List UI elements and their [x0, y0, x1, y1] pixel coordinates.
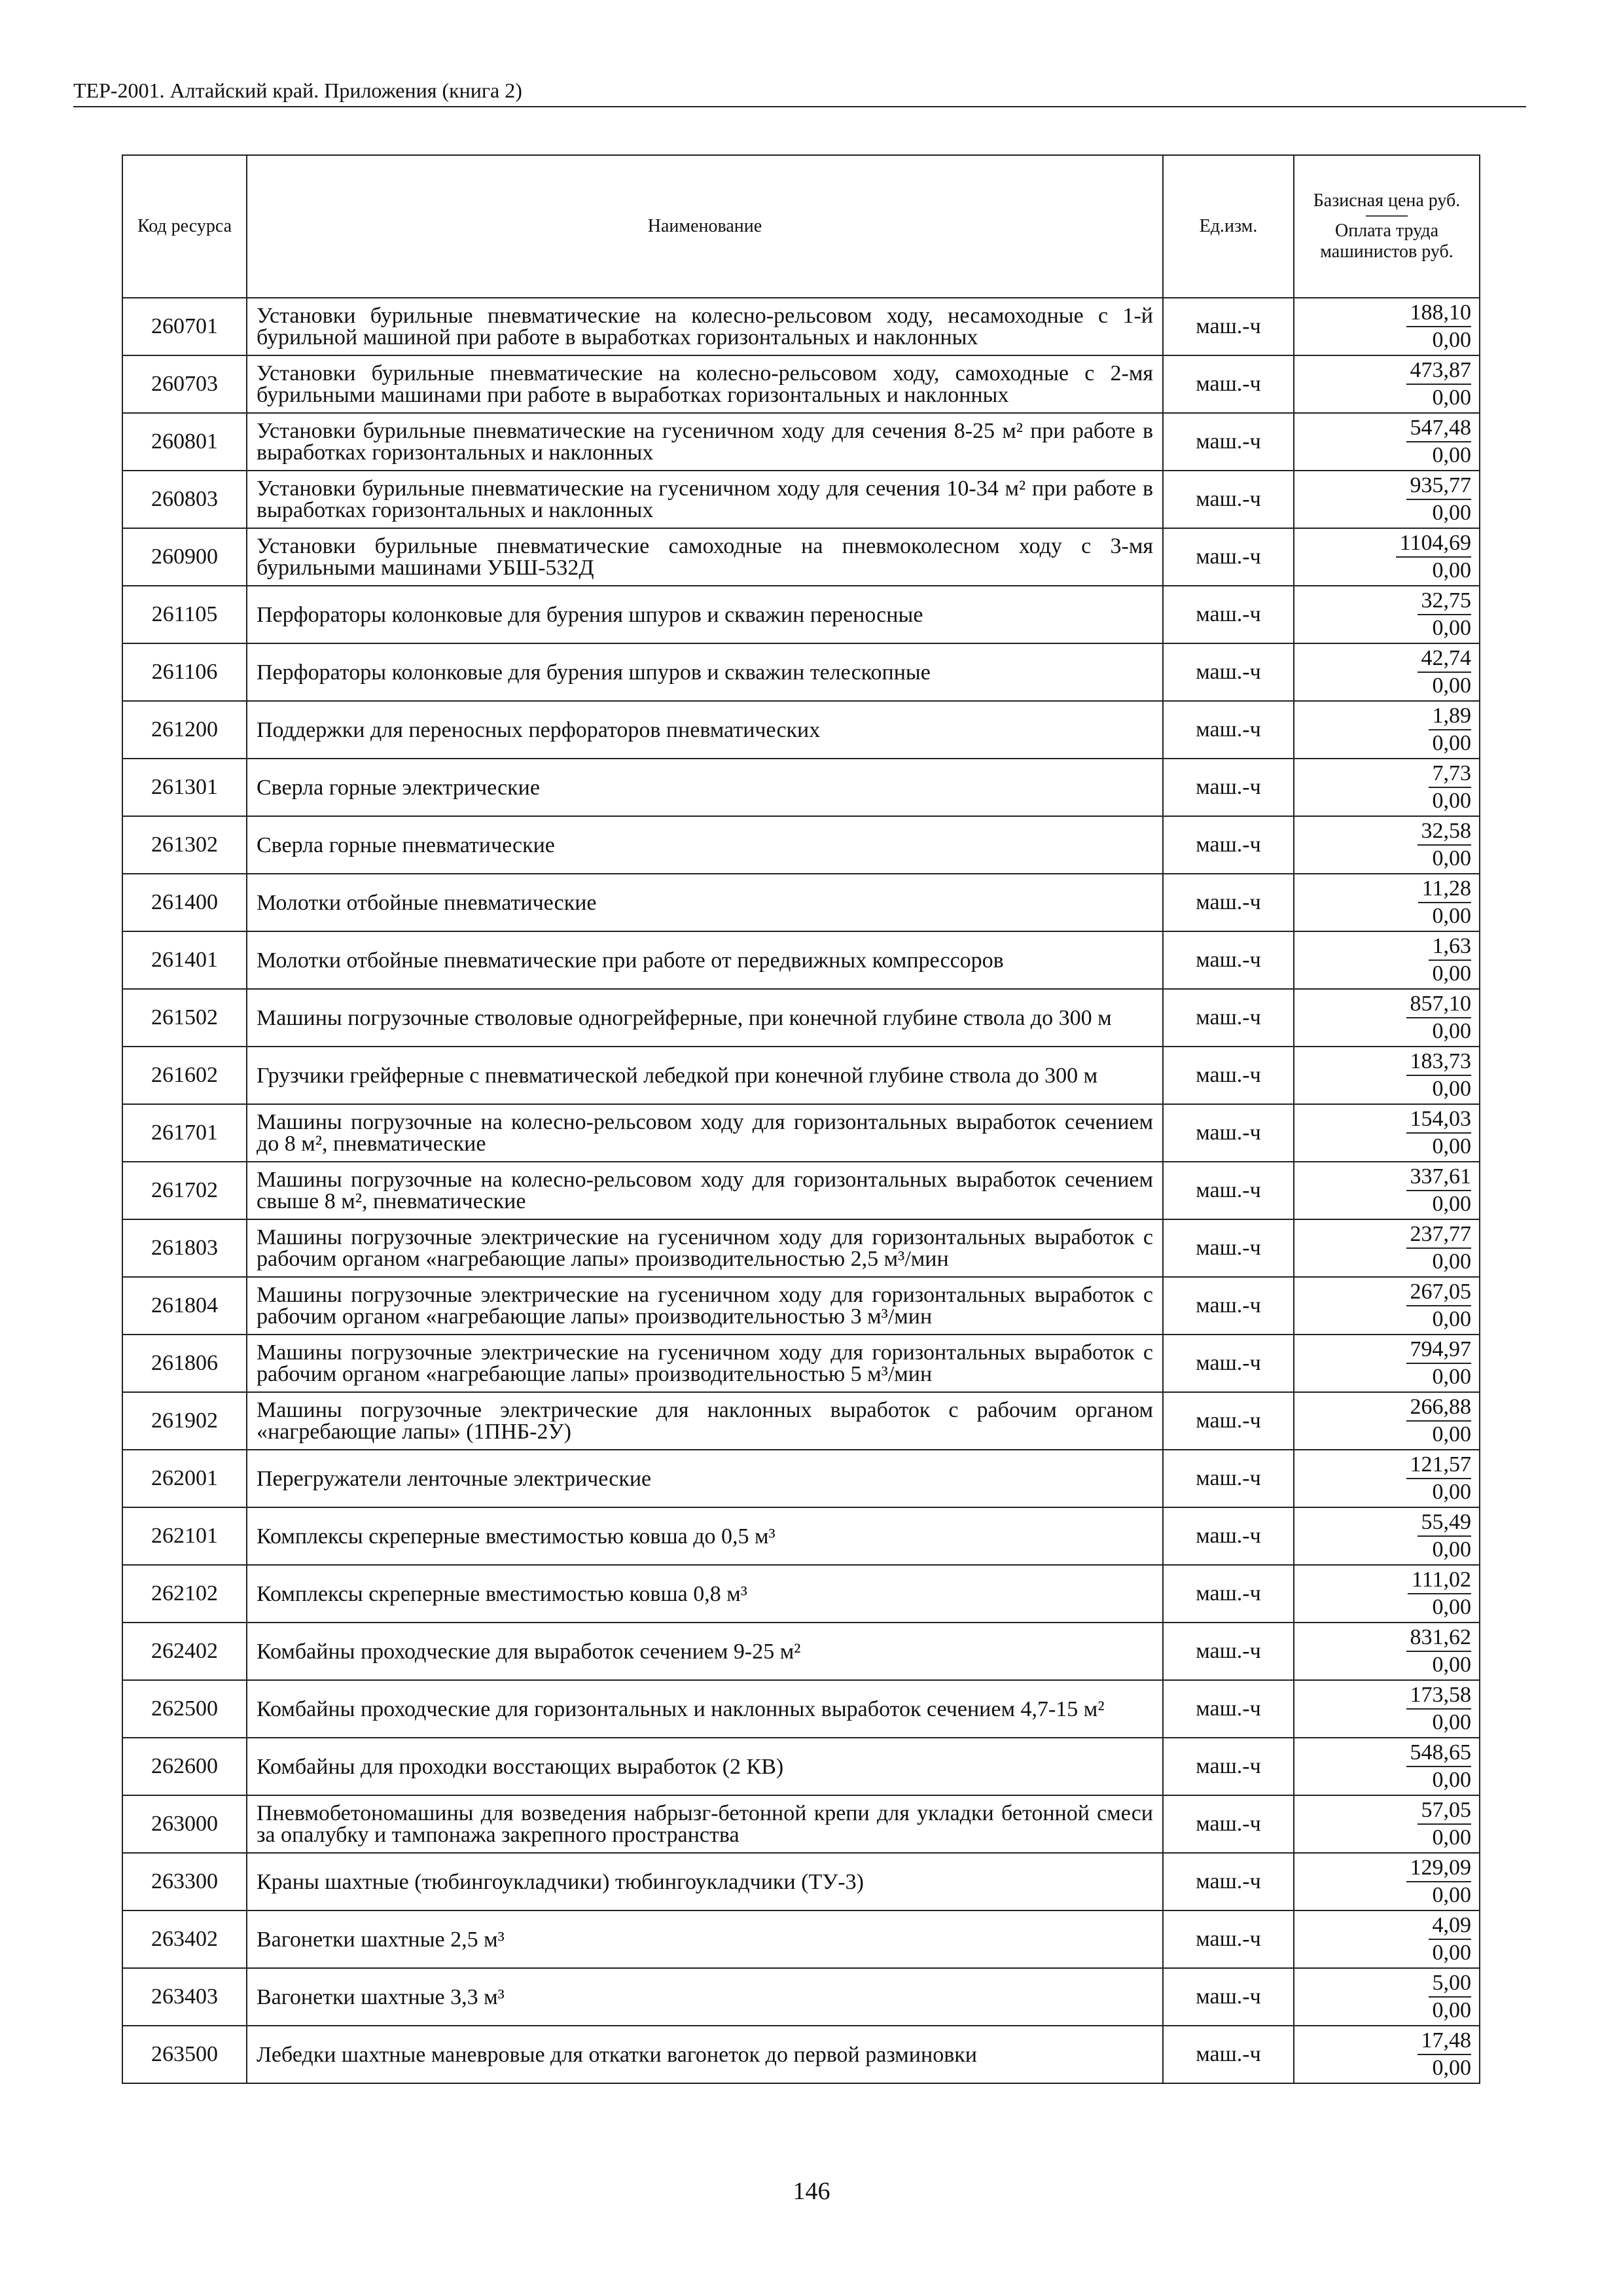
table-row [122, 1680, 1480, 1738]
table-row [122, 1162, 1480, 1219]
unit-of-measure: маш.-ч [1163, 701, 1294, 759]
base-price: 794,97 [1406, 1336, 1472, 1364]
unit-of-measure: маш.-ч [1163, 2026, 1294, 2083]
price-cell [1294, 874, 1480, 931]
table-row [122, 1219, 1480, 1277]
resource-code: 263402 [122, 1910, 247, 1968]
operator-wage: 0,00 [1432, 1653, 1471, 1677]
table-row [122, 298, 1480, 355]
table-row [122, 1738, 1480, 1795]
base-price: 4,09 [1429, 1912, 1472, 1940]
operator-wage: 0,00 [1432, 731, 1471, 755]
resource-code: 262102 [122, 1565, 247, 1623]
price-cell [1294, 1968, 1480, 2026]
resource-code: 261106 [122, 643, 247, 701]
resource-name: Молотки отбойные пневматические при работе от передвижных компрессоров [247, 931, 1163, 989]
unit-of-measure: маш.-ч [1163, 1162, 1294, 1219]
operator-wage: 0,00 [1432, 1422, 1471, 1446]
resource-code: 261400 [122, 874, 247, 931]
resource-code: 262001 [122, 1450, 247, 1507]
page-number: 146 [793, 2178, 830, 2205]
base-price: 831,62 [1406, 1624, 1472, 1652]
operator-wage: 0,00 [1432, 673, 1471, 698]
unit-of-measure: маш.-ч [1163, 1507, 1294, 1565]
table-row [122, 1623, 1480, 1680]
operator-wage: 0,00 [1432, 1480, 1471, 1504]
unit-of-measure: маш.-ч [1163, 643, 1294, 701]
column-header-name: Наименование [247, 155, 1163, 298]
resource-code: 262402 [122, 1623, 247, 1680]
table-row [122, 1104, 1480, 1162]
price-cell [1294, 1277, 1480, 1335]
base-price: 154,03 [1406, 1106, 1472, 1134]
resource-code: 261804 [122, 1277, 247, 1335]
operator-wage: 0,00 [1432, 1192, 1471, 1216]
resource-name: Комбайны для проходки восстающих выработок (2 КВ) [247, 1738, 1163, 1795]
price-cell [1294, 1162, 1480, 1219]
resource-code: 261806 [122, 1335, 247, 1392]
resource-name: Краны шахтные (тюбингоукладчики) тюбингоукладчики (ТУ-3) [247, 1853, 1163, 1910]
resource-code: 262600 [122, 1738, 247, 1795]
table-row [122, 355, 1480, 413]
base-price: 129,09 [1406, 1855, 1472, 1882]
base-price: 55,49 [1418, 1509, 1472, 1537]
price-cell [1294, 1680, 1480, 1738]
unit-of-measure: маш.-ч [1163, 759, 1294, 816]
unit-of-measure: маш.-ч [1163, 355, 1294, 413]
price-cell [1294, 586, 1480, 643]
price-cell [1294, 816, 1480, 874]
base-price: 5,00 [1429, 1970, 1472, 1998]
unit-of-measure: маш.-ч [1163, 1968, 1294, 2026]
table-row [122, 471, 1480, 528]
base-price: 32,75 [1418, 588, 1472, 615]
resource-code: 263500 [122, 2026, 247, 2083]
table-row [122, 1565, 1480, 1623]
resource-name: Молотки отбойные пневматические [247, 874, 1163, 931]
resource-name: Установки бурильные пневматические на гусеничном ходу для сечения 8-25 м² при работе в выработках горизонтальных и наклонных [247, 413, 1163, 471]
resource-code: 261902 [122, 1392, 247, 1450]
resource-name: Машины погрузочные электрические на гусеничном ходу для горизонтальных выработок с рабочим органом «нагребающие лапы» производительностью 3 м³/мин [247, 1277, 1163, 1335]
base-price: 11,28 [1418, 876, 1471, 903]
base-price: 266,88 [1406, 1394, 1472, 1422]
price-cell [1294, 759, 1480, 816]
resource-code: 261200 [122, 701, 247, 759]
base-price: 111,02 [1408, 1567, 1471, 1594]
price-cell [1294, 1565, 1480, 1623]
operator-wage: 0,00 [1432, 1307, 1471, 1331]
operator-wage: 0,00 [1432, 1537, 1471, 1562]
unit-of-measure: маш.-ч [1163, 471, 1294, 528]
operator-wage: 0,00 [1432, 1134, 1471, 1158]
resource-name: Установки бурильные пневматические на гусеничном ходу для сечения 10-34 м² при работе в выработках горизонтальных и наклонных [247, 471, 1163, 528]
price-cell [1294, 1335, 1480, 1392]
resource-code: 262500 [122, 1680, 247, 1738]
table-row [122, 931, 1480, 989]
price-cell [1294, 931, 1480, 989]
base-price: 7,73 [1429, 761, 1472, 788]
base-price: 1104,69 [1396, 530, 1471, 558]
resource-name: Машины погрузочные на колесно-рельсовом ходу для горизонтальных выработок сечением до 8 м², пневматические [247, 1104, 1163, 1162]
operator-wage: 0,00 [1432, 1077, 1471, 1101]
unit-of-measure: маш.-ч [1163, 1853, 1294, 1910]
price-cell [1294, 1910, 1480, 1968]
resource-code: 260900 [122, 528, 247, 586]
unit-of-measure: маш.-ч [1163, 1680, 1294, 1738]
table-row [122, 759, 1480, 816]
price-cell [1294, 1795, 1480, 1853]
table-row [122, 1392, 1480, 1450]
resource-name: Вагонетки шахтные 3,3 м³ [247, 1968, 1163, 2026]
price-cell [1294, 989, 1480, 1047]
base-price: 121,57 [1406, 1452, 1472, 1479]
unit-of-measure: маш.-ч [1163, 874, 1294, 931]
table-row [122, 1968, 1480, 2026]
price-cell [1294, 643, 1480, 701]
unit-of-measure: маш.-ч [1163, 1335, 1294, 1392]
resource-name: Комплексы скреперные вместимостью ковша до 0,5 м³ [247, 1507, 1163, 1565]
unit-of-measure: маш.-ч [1163, 413, 1294, 471]
resource-code: 261302 [122, 816, 247, 874]
base-price: 857,10 [1406, 991, 1472, 1018]
resource-name: Грузчики грейферные с пневматической лебедкой при конечной глубине ствола до 300 м [247, 1047, 1163, 1104]
resource-name: Перегружатели ленточные электрические [247, 1450, 1163, 1507]
resource-name: Установки бурильные пневматические самоходные на пневмоколесном ходу с 3-мя бурильными машинами УБШ-532Д [247, 528, 1163, 586]
operator-wage: 0,00 [1432, 904, 1471, 928]
price-cell [1294, 2026, 1480, 2083]
unit-of-measure: маш.-ч [1163, 1738, 1294, 1795]
unit-of-measure: маш.-ч [1163, 1795, 1294, 1853]
resource-code: 261701 [122, 1104, 247, 1162]
operator-wage: 0,00 [1432, 386, 1471, 410]
resource-name: Сверла горные пневматические [247, 816, 1163, 874]
table-row [122, 413, 1480, 471]
price-cell [1294, 1853, 1480, 1910]
table-row [122, 1507, 1480, 1565]
column-header-price [1294, 155, 1480, 298]
unit-of-measure: маш.-ч [1163, 1623, 1294, 1680]
table-row [122, 643, 1480, 701]
table-row [122, 2026, 1480, 2083]
unit-of-measure: маш.-ч [1163, 816, 1294, 874]
operator-wage: 0,00 [1432, 1883, 1471, 1907]
price-cell [1294, 471, 1480, 528]
base-price: 188,10 [1406, 300, 1472, 327]
resource-code: 261803 [122, 1219, 247, 1277]
column-header-code: Код ресурса [122, 155, 247, 298]
resource-name: Пневмобетономашины для возведения набрызг-бетонной крепи для укладки бетонной смеси за опалубку и тампонажа закрепного пространства [247, 1795, 1163, 1853]
unit-of-measure: маш.-ч [1163, 1450, 1294, 1507]
resource-name: Перфораторы колонковые для бурения шпуров и скважин переносные [247, 586, 1163, 643]
resource-code: 261502 [122, 989, 247, 1047]
price-cell [1294, 528, 1480, 586]
resource-name: Машины погрузочные электрические на гусеничном ходу для горизонтальных выработок с рабочим органом «нагребающие лапы» производительностью 5 м³/мин [247, 1335, 1163, 1392]
header-divider [1366, 215, 1408, 217]
unit-of-measure: маш.-ч [1163, 1277, 1294, 1335]
operator-wage: 0,00 [1432, 1825, 1471, 1850]
operator-wage: 0,00 [1432, 846, 1471, 870]
resource-code: 263300 [122, 1853, 247, 1910]
table-row [122, 816, 1480, 874]
base-price: 17,48 [1418, 2028, 1472, 2055]
base-price: 237,77 [1406, 1221, 1472, 1249]
column-header-unit: Ед.изм. [1163, 155, 1294, 298]
operator-wage: 0,00 [1432, 328, 1471, 352]
table-row [122, 528, 1480, 586]
price-cell [1294, 355, 1480, 413]
resource-code: 263403 [122, 1968, 247, 2026]
column-header-price-top: Базисная цена руб. [1313, 190, 1461, 211]
column-header-price-bottom: Оплата труда машинистов руб. [1320, 221, 1454, 262]
unit-of-measure: маш.-ч [1163, 1392, 1294, 1450]
resource-name: Перфораторы колонковые для бурения шпуров и скважин телескопные [247, 643, 1163, 701]
resource-name: Поддержки для переносных перфораторов пневматических [247, 701, 1163, 759]
operator-wage: 0,00 [1432, 1998, 1471, 2022]
operator-wage: 0,00 [1432, 961, 1471, 986]
price-cell [1294, 1623, 1480, 1680]
resource-name: Вагонетки шахтные 2,5 м³ [247, 1910, 1163, 1968]
table-row [122, 1853, 1480, 1910]
resource-name: Сверла горные электрические [247, 759, 1163, 816]
unit-of-measure: маш.-ч [1163, 298, 1294, 355]
resource-name: Комбайны проходческие для выработок сечением 9-25 м² [247, 1623, 1163, 1680]
resource-name: Машины погрузочные на колесно-рельсовом ходу для горизонтальных выработок сечением свыше 8 м², пневматические [247, 1162, 1163, 1219]
resource-code: 261401 [122, 931, 247, 989]
base-price: 1,89 [1429, 703, 1472, 730]
operator-wage: 0,00 [1432, 501, 1471, 525]
price-cell [1294, 1392, 1480, 1450]
base-price: 935,77 [1406, 473, 1472, 500]
operator-wage: 0,00 [1432, 1768, 1471, 1792]
page-header: ТЕР-2001. Алтайский край. Приложения (книга 2) [73, 77, 1526, 107]
price-cell [1294, 1104, 1480, 1162]
resource-name: Установки бурильные пневматические на колесно-рельсовом ходу, самоходные с 2-мя бурильными машинами при работе в выработках горизонтальных и наклонных [247, 355, 1163, 413]
operator-wage: 0,00 [1432, 1710, 1471, 1734]
base-price: 547,48 [1406, 415, 1472, 442]
table-header-row [122, 155, 1480, 298]
operator-wage: 0,00 [1432, 789, 1471, 813]
resource-name: Комплексы скреперные вместимостью ковша 0,8 м³ [247, 1565, 1163, 1623]
price-cell [1294, 1450, 1480, 1507]
table-row [122, 874, 1480, 931]
resource-name: Машины погрузочные стволовые одногрейферные, при конечной глубине ствола до 300 м [247, 989, 1163, 1047]
resource-name: Комбайны проходческие для горизонтальных и наклонных выработок сечением 4,7-15 м² [247, 1680, 1163, 1738]
resource-code: 261702 [122, 1162, 247, 1219]
resource-code: 262101 [122, 1507, 247, 1565]
resource-name: Машины погрузочные электрические для наклонных выработок с рабочим органом «нагребающие лапы» (1ПНБ-2У) [247, 1392, 1163, 1450]
operator-wage: 0,00 [1432, 558, 1471, 583]
unit-of-measure: маш.-ч [1163, 1910, 1294, 1968]
table-row [122, 1047, 1480, 1104]
operator-wage: 0,00 [1432, 2056, 1471, 2080]
base-price: 183,73 [1406, 1049, 1472, 1076]
price-cell [1294, 413, 1480, 471]
unit-of-measure: маш.-ч [1163, 1104, 1294, 1162]
operator-wage: 0,00 [1432, 616, 1471, 640]
resource-code: 260703 [122, 355, 247, 413]
price-cell [1294, 298, 1480, 355]
operator-wage: 0,00 [1432, 443, 1471, 467]
price-cell [1294, 701, 1480, 759]
unit-of-measure: маш.-ч [1163, 1219, 1294, 1277]
price-cell [1294, 1738, 1480, 1795]
base-price: 173,58 [1406, 1682, 1472, 1710]
resource-name: Лебедки шахтные маневровые для откатки вагонеток до первой разминовки [247, 2026, 1163, 2083]
resource-name: Установки бурильные пневматические на колесно-рельсовом ходу, несамоходные с 1-й бурильной машиной при работе в выработках горизонтальных и наклонных [247, 298, 1163, 355]
base-price: 1,63 [1429, 933, 1472, 961]
operator-wage: 0,00 [1432, 1019, 1471, 1043]
unit-of-measure: маш.-ч [1163, 931, 1294, 989]
resource-code: 261301 [122, 759, 247, 816]
resource-code: 260801 [122, 413, 247, 471]
operator-wage: 0,00 [1432, 1249, 1471, 1274]
table-row [122, 1335, 1480, 1392]
resource-code: 261602 [122, 1047, 247, 1104]
resource-name: Машины погрузочные электрические на гусеничном ходу для горизонтальных выработок с рабочим органом «нагребающие лапы» производительностью 2,5 м³/мин [247, 1219, 1163, 1277]
price-cell [1294, 1507, 1480, 1565]
base-price: 42,74 [1418, 645, 1472, 673]
unit-of-measure: маш.-ч [1163, 1565, 1294, 1623]
operator-wage: 0,00 [1432, 1365, 1471, 1389]
table-row [122, 1910, 1480, 1968]
operator-wage: 0,00 [1432, 1941, 1471, 1965]
operator-wage: 0,00 [1432, 1595, 1471, 1619]
resource-code: 260701 [122, 298, 247, 355]
unit-of-measure: маш.-ч [1163, 989, 1294, 1047]
table-row [122, 586, 1480, 643]
base-price: 337,61 [1406, 1164, 1472, 1191]
table-row [122, 989, 1480, 1047]
table-body [122, 298, 1480, 2083]
resource-code: 263000 [122, 1795, 247, 1853]
table-row [122, 1277, 1480, 1335]
base-price: 57,05 [1418, 1797, 1472, 1825]
resource-price-table [122, 154, 1480, 2084]
table-row [122, 1795, 1480, 1853]
price-cell [1294, 1047, 1480, 1104]
base-price: 267,05 [1406, 1279, 1472, 1306]
table-row [122, 1450, 1480, 1507]
price-cell [1294, 1219, 1480, 1277]
base-price: 548,65 [1406, 1740, 1472, 1767]
unit-of-measure: маш.-ч [1163, 586, 1294, 643]
base-price: 473,87 [1406, 357, 1472, 385]
base-price: 32,58 [1418, 818, 1472, 846]
resource-code: 261105 [122, 586, 247, 643]
unit-of-measure: маш.-ч [1163, 1047, 1294, 1104]
resource-code: 260803 [122, 471, 247, 528]
unit-of-measure: маш.-ч [1163, 528, 1294, 586]
table-row [122, 701, 1480, 759]
